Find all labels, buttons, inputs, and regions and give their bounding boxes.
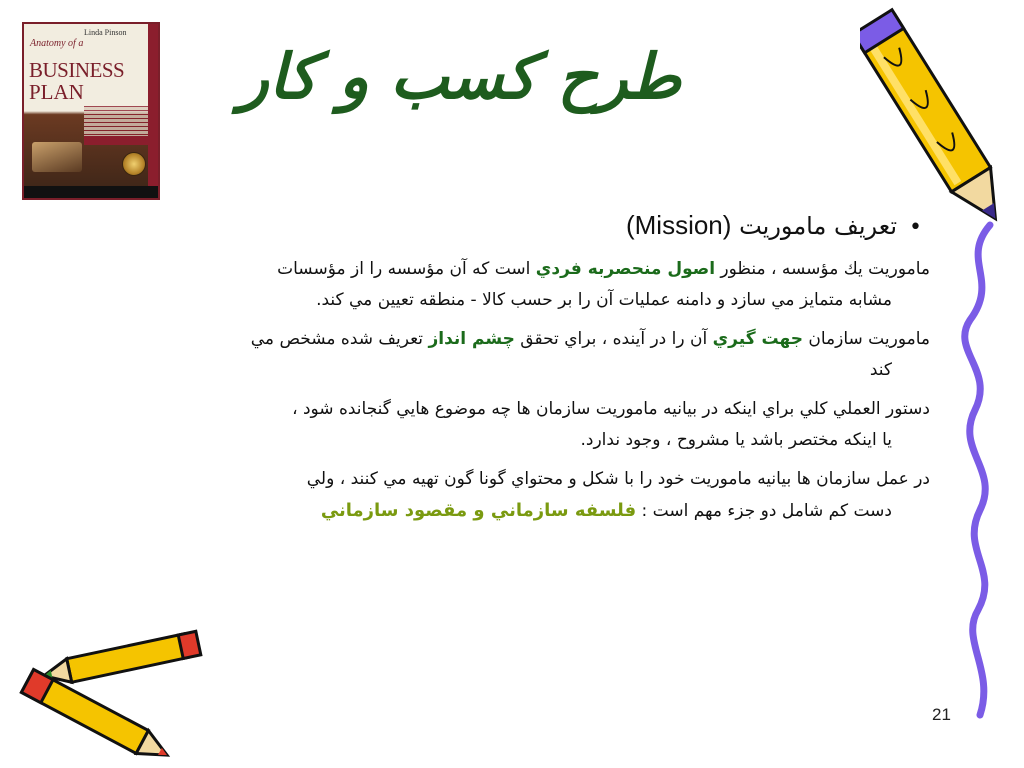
bullet-label: تعريف ماموريت	[739, 212, 898, 240]
book-seal-icon	[122, 152, 146, 176]
paragraph-4	[30, 464, 930, 527]
page-number: 21	[932, 705, 951, 724]
squiggle-decoration	[950, 220, 1010, 720]
book-sold-banner	[84, 136, 148, 145]
p3-line2: يا اينكه مختصر باشد يا مشروح ، وجود ندارد.	[580, 430, 892, 450]
book-laptop-photo	[32, 142, 82, 172]
p2-text-before: ماموريت سازمان	[802, 329, 930, 349]
p4-highlight: فلسفه سازماني و مقصود سازماني	[320, 500, 637, 521]
p2-highlight2: چشم انداز	[428, 329, 515, 349]
book-cover-image	[22, 22, 160, 200]
book-blurb	[84, 106, 148, 136]
paragraph-3	[30, 394, 930, 456]
slide-body	[30, 205, 930, 535]
paragraph-2	[30, 324, 930, 386]
p4-line1: در عمل سازمان ها بيانيه ماموريت خود را با شكل و محتواي گونا گون تهيه مي كنند ، ولي	[306, 469, 930, 489]
bullet-dot-icon: •	[909, 215, 922, 240]
book-author: Linda Pinson	[84, 28, 127, 37]
book-footer-band	[24, 186, 158, 198]
p2-highlight1: جهت گيري	[712, 329, 803, 349]
book-spine-strip	[148, 24, 158, 198]
bullet-mission	[30, 205, 922, 248]
book-title-line1: Anatomy of a	[30, 38, 84, 49]
p4-line2	[30, 495, 930, 527]
p2-text-after: تعريف شده مشخص مي	[250, 329, 429, 349]
p1-line2: مشابه متمايز مي سازد و دامنه عمليات آن را بر حسب كالا - منطقه تعيين مي كند.	[316, 290, 892, 310]
p2-text-middle: آن را در آينده ، براي تحقق	[514, 329, 713, 349]
pencils-icon	[0, 620, 220, 760]
p2-line2: كند	[869, 360, 892, 380]
p1-highlight: اصول منحصربه فردي	[535, 259, 716, 279]
p1-text-before: ماموريت يك مؤسسه ، منظور	[715, 259, 930, 279]
book-title-line3: PLAN	[29, 80, 84, 104]
p3-line1: دستور العملي كلي براي اينكه در بيانيه ماموريت سازمان ها چه موضوع هايي گنجانده شود ،	[292, 399, 930, 419]
paragraph-1	[30, 254, 930, 316]
p4-line2-before: دست كم شامل دو جزء مهم است :	[636, 501, 892, 521]
bullet-term: (Mission)	[625, 210, 732, 240]
book-title-line2: BUSINESS	[29, 58, 125, 82]
slide-title: طرح کسب و کار	[238, 40, 682, 113]
p1-text-after: است كه آن مؤسسه را از مؤسسات	[277, 259, 536, 279]
